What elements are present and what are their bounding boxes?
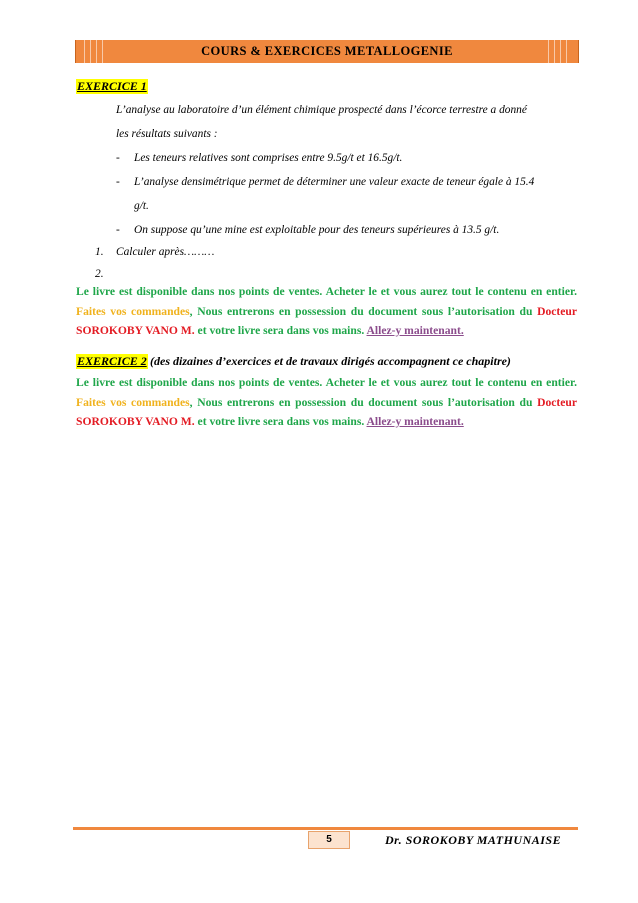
header-bar: [75, 40, 579, 63]
exercise-1-bullet-2-line1: L’analyse densimétrique permet de déterminer une valeur exacte de teneur égale à 15.4: [134, 176, 535, 188]
footer-divider: [73, 827, 578, 830]
bullet-dash: -: [116, 152, 120, 164]
bullet-dash: -: [116, 224, 120, 236]
exercise-1-intro-line2: les résultats suivants :: [116, 128, 218, 140]
bullet-dash: -: [116, 176, 120, 188]
exercise-2-label: EXERCICE 2: [77, 354, 147, 368]
promo-text: et votre livre sera dans vos mains.: [197, 324, 365, 337]
exercise-1-bullet-1: Les teneurs relatives sont comprises entre 9.5g/t et 16.5g/t.: [134, 152, 403, 164]
exercise-2-note: (des dizaines d’exercices et de travaux dirigés accompagnent ce chapitre): [150, 354, 511, 368]
exercise-1-intro-line1: L’analyse au laboratoire d’un élément chimique prospecté dans l’écorce terrestre a donné: [116, 104, 527, 116]
promo-text: et votre livre sera dans vos mains.: [197, 415, 365, 428]
exercise-1-item-1-number: 1.: [95, 246, 104, 258]
page-number: 5: [308, 831, 350, 849]
promo-paragraph-2: [76, 373, 577, 432]
promo-call-to-action-link[interactable]: Allez-y maintenant.: [366, 324, 464, 337]
exercise-1-bullet-2-line2: g/t.: [134, 200, 149, 212]
exercise-1-item-1-text: Calculer après………: [116, 246, 215, 258]
exercise-1-bullet-3: On suppose qu’une mine est exploitable pour des teneurs supérieures à 13.5 g/t.: [134, 224, 500, 236]
promo-text: , Nous entrerons en possession du document sous l’autorisation du: [189, 304, 533, 318]
promo-text: Le livre est disponible dans nos points de ventes. Acheter le et vous aurez tout le contenu en entier.: [76, 285, 577, 298]
promo-text: , Nous entrerons en possession du document sous l’autorisation du: [189, 395, 533, 409]
exercise-1-item-2-number: 2.: [95, 268, 104, 280]
promo-call-to-action-link[interactable]: Allez-y maintenant.: [366, 415, 464, 428]
footer-author: Dr. SOROKOBY MATHUNAISE: [385, 833, 562, 847]
promo-paragraph-1: [76, 282, 577, 341]
promo-text: Le livre est disponible dans nos points de ventes. Acheter le et vous aurez tout le contenu en entier.: [76, 376, 577, 389]
exercise-1-label: EXERCICE 1: [77, 79, 147, 93]
promo-author-name: Docteur SOROKOBY VANO M.: [76, 304, 577, 337]
promo-order-text: Faites vos commandes: [76, 395, 190, 409]
header-title: COURS & EXERCICES METALLOGENIE: [201, 44, 453, 58]
promo-author-name: Docteur SOROKOBY VANO M.: [76, 395, 577, 428]
promo-order-text: Faites vos commandes: [76, 304, 190, 318]
